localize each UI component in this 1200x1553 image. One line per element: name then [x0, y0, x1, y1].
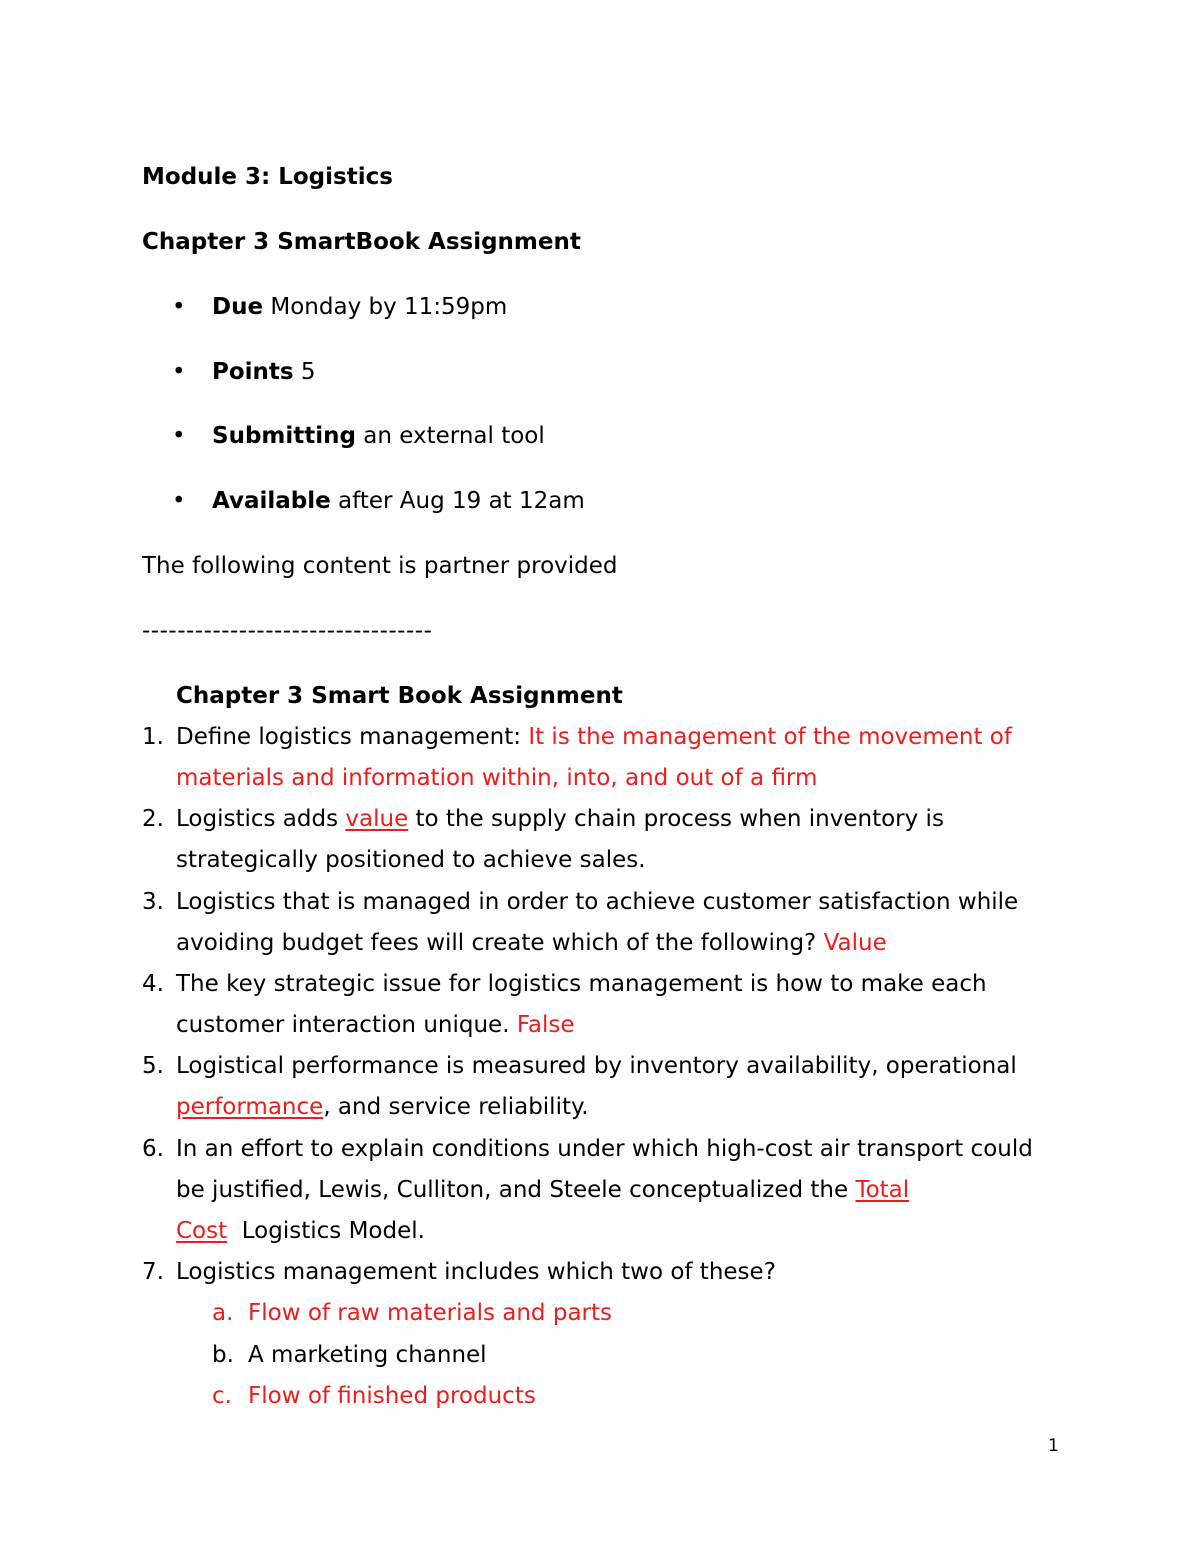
- question-number: 6.: [142, 1136, 164, 1162]
- answer-text: Cost: [176, 1218, 228, 1244]
- detail-value: 5: [300, 359, 316, 385]
- question-number: 3.: [142, 889, 164, 915]
- question-text: Logistics Model.: [227, 1218, 425, 1244]
- option-letter: c.: [212, 1383, 232, 1409]
- answer-text: It is the management of the movement of: [528, 724, 1012, 750]
- assignment-title: Chapter 3 SmartBook Assignment: [142, 229, 581, 255]
- question-text: The key strategic issue for logistics management is how to make each: [176, 971, 987, 997]
- detail-value: an external tool: [363, 423, 545, 449]
- list-title: Chapter 3 Smart Book Assignment: [176, 683, 623, 709]
- detail-label: Submitting: [212, 423, 356, 449]
- question-number: 4.: [142, 971, 164, 997]
- answer-text: Total: [855, 1177, 910, 1203]
- answer-text: value: [345, 806, 409, 832]
- answer-text: Value: [823, 930, 887, 956]
- question-number: 1.: [142, 724, 164, 750]
- question-number: 7.: [142, 1259, 164, 1285]
- question-text: , and service reliability.: [323, 1094, 589, 1120]
- question-text: Define logistics management:: [176, 724, 529, 750]
- bullet-icon: •: [172, 488, 186, 514]
- detail-label: Due: [212, 294, 264, 320]
- bullet-icon: •: [172, 423, 186, 449]
- question-text: Logistical performance is measured by inventory availability, operational: [176, 1053, 1017, 1079]
- option-letter: a.: [212, 1300, 234, 1326]
- question-number: 5.: [142, 1053, 164, 1079]
- option-letter: b.: [212, 1342, 234, 1368]
- answer-text: False: [516, 1012, 575, 1038]
- option-text: A marketing channel: [248, 1342, 487, 1368]
- question-text: customer interaction unique.: [176, 1012, 517, 1038]
- option-text: Flow of finished products: [248, 1383, 536, 1409]
- question-text: Logistics that is managed in order to achieve customer satisfaction while: [176, 889, 1019, 915]
- detail-value: after Aug 19 at 12am: [338, 488, 585, 514]
- question-text: avoiding budget fees will create which of the following?: [176, 930, 824, 956]
- question-number: 2.: [142, 806, 164, 832]
- bullet-icon: •: [172, 359, 186, 385]
- detail-value: Monday by 11:59pm: [270, 294, 508, 320]
- question-text: strategically positioned to achieve sales.: [176, 847, 646, 873]
- detail-label: Available: [212, 488, 331, 514]
- bullet-icon: •: [172, 294, 186, 320]
- partner-note: The following content is partner provided: [142, 553, 618, 579]
- question-text: to the supply chain process when inventory is: [408, 806, 944, 832]
- question-text: Logistics management includes which two of these?: [176, 1259, 776, 1285]
- separator: ---------------------------------: [142, 618, 433, 644]
- module-title: Module 3: Logistics: [142, 164, 393, 190]
- question-text: In an effort to explain conditions under which high-cost air transport could: [176, 1136, 1033, 1162]
- answer-text: performance: [176, 1094, 324, 1120]
- page-number: 1: [1048, 1436, 1059, 1456]
- question-text: be justified, Lewis, Culliton, and Steele conceptualized the: [176, 1177, 856, 1203]
- question-text: Logistics adds: [176, 806, 346, 832]
- option-text: Flow of raw materials and parts: [248, 1300, 612, 1326]
- answer-text: materials and information within, into, and out of a firm: [176, 765, 818, 791]
- detail-label: Points: [212, 359, 294, 385]
